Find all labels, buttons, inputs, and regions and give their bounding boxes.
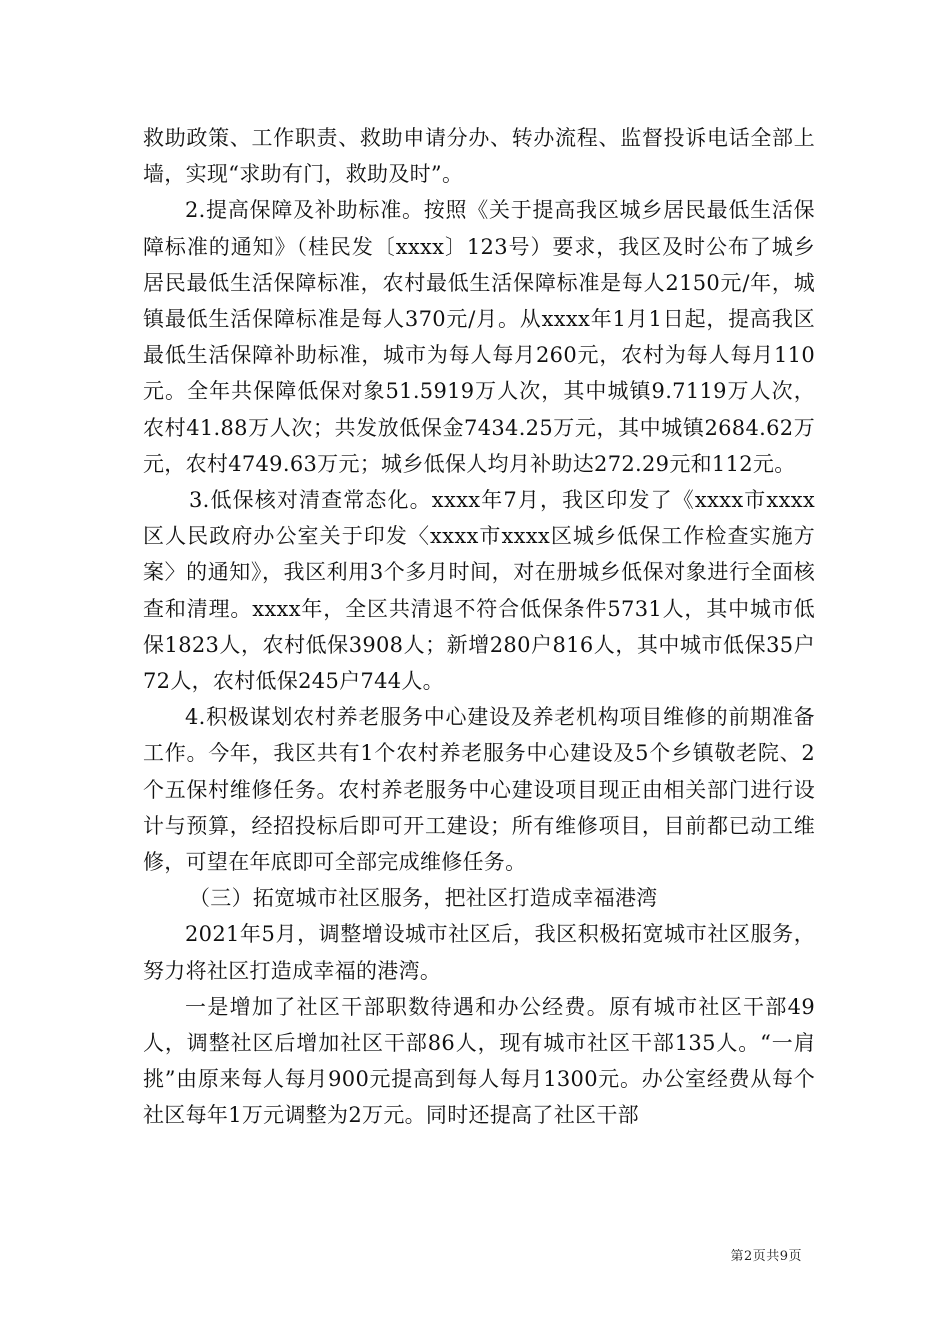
paragraph-continuation: 救助政策、工作职责、救助申请分办、转办流程、监督投诉电话全部上墙，实现“求助有门，救助及时”。 [143,126,815,187]
paragraph-4-elderly-care: 4.积极谋划农村养老服务中心建设及养老机构项目维修的前期准备工作。今年，我区共有1个农村养老服务中心建设及5个乡镇敬老院、2个五保村维修任务。农村养老服务中心建设项目现正由相关部门进行设计与预算，经招投标后即可开工建设；所有维修项目，目前都已动工维修，可望在年底即可全部完成维修任务。 [143,705,815,875]
document-body [143,120,815,1134]
section-heading-community-service: （三）拓宽城市社区服务，把社区打造成幸福港湾 [189,886,658,911]
paragraph-2-subsidy-standards: 2.提高保障及补助标准。按照《关于提高我区城乡居民最低生活保障标准的通知》（桂民发〔xxxx〕123号）要求，我区及时公布了城乡居民最低生活保障标准，农村最低生活保障标准是每人2150元/年，城镇最低生活保障标准是每人370元/月。从xxxx年1月1日起，提高我区最低生活保障补助标准，城市为每人每月260元，农村为每人每月110元。全年共保障低保对象51.5919万人次，其中城镇9.7119万人次，农村41.88万人次；共发放低保金7434.25万元，其中城镇2684.62万元，农村4749.63万元；城乡低保人均月补助达272.29元和112元。 [143,198,815,476]
paragraph-3-verification: 3.低保核对清查常态化。xxxx年7月，我区印发了《xxxx市xxxx区人民政府办公室关于印发〈xxxx市xxxx区城乡低保工作检查实施方案〉的通知》，我区利用3个多月时间，对在册城乡低保对象进行全面核查和清理。xxxx年，全区共清退不符合低保条件5731人，其中城市低保1823人，农村低保3908人；新增280户816人，其中城市低保35户72人，农村低保245户744人。 [143,488,815,694]
paragraph-cadre-benefits: 一是增加了社区干部职数待遇和办公经费。原有城市社区干部49人，调整社区后增加社区干部86人，现有城市社区干部135人。“一肩挑”由原来每人每月900元提高到每人每月1300元。办公室经费从每个社区每年1万元调整为2万元。同时还提高了社区干部 [143,994,815,1128]
page-number-footer: 第2页共9页 [730,1249,802,1264]
paragraph-community-intro: 2021年5月，调整增设城市社区后，我区积极拓宽城市社区服务，努力将社区打造成幸福的港湾。 [143,922,815,983]
